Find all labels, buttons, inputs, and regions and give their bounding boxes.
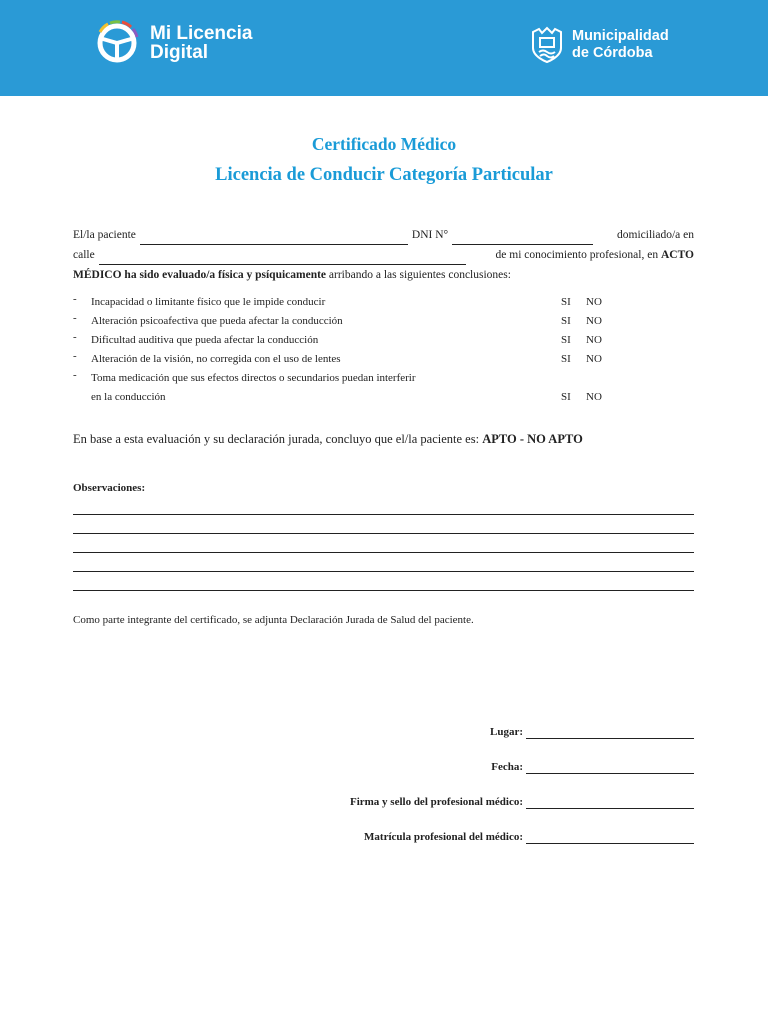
- conditions-list: [73, 293, 694, 407]
- document-subtitle: Licencia de Conducir Categoría Particular: [215, 165, 553, 185]
- observations-lines[interactable]: [73, 496, 694, 591]
- observations-label: Observaciones:: [73, 482, 146, 494]
- signature-field: [200, 774, 694, 809]
- bullet: -: [73, 369, 77, 381]
- coat-of-arms-icon: [530, 26, 564, 64]
- yes-option[interactable]: SI: [561, 315, 571, 327]
- observation-line[interactable]: [73, 572, 694, 591]
- header-band: [0, 0, 768, 96]
- patient-label: El/la paciente: [73, 229, 136, 241]
- mi-licencia-digital-logo: [94, 20, 252, 66]
- result-options[interactable]: APTO - NO APTO: [482, 432, 583, 446]
- bullet: -: [73, 331, 77, 343]
- signature-blank[interactable]: [526, 795, 694, 809]
- municipalidad-logo: [530, 26, 669, 64]
- result-text: En base a esta evaluación y su declaración jurada, concluyo que el/la paciente es:: [73, 432, 480, 446]
- license-number-field: [200, 809, 694, 844]
- observation-line[interactable]: [73, 515, 694, 534]
- condition-text: Alteración de la visión, no corregida con el uso de lentes: [91, 353, 341, 365]
- yes-option[interactable]: SI: [561, 391, 571, 403]
- knowledge-text: de mi conocimiento profesional, en: [495, 249, 659, 261]
- license-number-blank[interactable]: [526, 830, 694, 844]
- patient-name-blank[interactable]: [140, 231, 408, 245]
- dni-blank[interactable]: [452, 231, 593, 245]
- yes-option[interactable]: SI: [561, 334, 571, 346]
- signature-fields: [200, 704, 694, 844]
- condition-text: Toma medicación que sus efectos directos o secundarios puedan interferir en la conducción: [91, 372, 416, 403]
- condition-text: Alteración psicoafectiva que pueda afectar la conducción: [91, 315, 343, 327]
- no-option[interactable]: NO: [586, 334, 602, 346]
- place-field: [200, 704, 694, 739]
- no-option[interactable]: NO: [586, 353, 602, 365]
- license-number-label: Matrícula profesional del médico:: [364, 831, 523, 843]
- app-logo-line1: Mi Licencia: [150, 23, 253, 44]
- condition-text: Incapacidad o limitante físico que le impide conducir: [91, 296, 326, 308]
- condition-item: [73, 369, 694, 407]
- observation-line[interactable]: [73, 534, 694, 553]
- patient-paragraph: [73, 225, 694, 285]
- yes-option[interactable]: SI: [561, 296, 571, 308]
- date-field: [200, 739, 694, 774]
- observation-line[interactable]: [73, 553, 694, 572]
- evaluated-bold: MÉDICO ha sido evaluado/a física y psíquicamente: [73, 269, 327, 281]
- yes-option[interactable]: SI: [561, 353, 571, 365]
- bullet: -: [73, 312, 77, 324]
- document-title: Certificado Médico: [311, 134, 457, 154]
- attachment-note: Como parte integrante del certificado, se adjunta Declaración Jurada de Salud del paciente.: [73, 614, 474, 626]
- no-option[interactable]: NO: [586, 296, 602, 308]
- street-label: calle: [73, 249, 95, 261]
- muni-logo-line2: de Córdoba: [572, 45, 653, 61]
- signature-label: Firma y sello del profesional médico:: [349, 796, 523, 808]
- evaluated-rest: arribando a las siguientes conclusiones:: [328, 269, 511, 281]
- app-logo-line2: Digital: [150, 42, 209, 63]
- no-option[interactable]: NO: [586, 391, 602, 403]
- condition-item: [73, 312, 694, 331]
- place-label: Lugar:: [490, 726, 523, 738]
- dni-label: DNI N°: [411, 229, 449, 241]
- street-blank[interactable]: [99, 251, 466, 265]
- condition-item: [73, 331, 694, 350]
- acto-label: ACTO: [660, 249, 694, 261]
- date-label: Fecha:: [491, 761, 523, 773]
- date-blank[interactable]: [526, 760, 694, 774]
- bullet: -: [73, 293, 77, 305]
- domicile-label: domiciliado/a en: [617, 229, 694, 241]
- observation-line[interactable]: [73, 496, 694, 515]
- steering-wheel-icon: [94, 20, 140, 66]
- condition-item: [73, 350, 694, 369]
- muni-logo-line1: Municipalidad: [572, 28, 669, 44]
- bullet: -: [73, 350, 77, 362]
- condition-text: Dificultad auditiva que pueda afectar la conducción: [91, 334, 319, 346]
- no-option[interactable]: NO: [586, 315, 602, 327]
- condition-item: [73, 293, 694, 312]
- place-blank[interactable]: [526, 725, 694, 739]
- result-line: [73, 432, 583, 447]
